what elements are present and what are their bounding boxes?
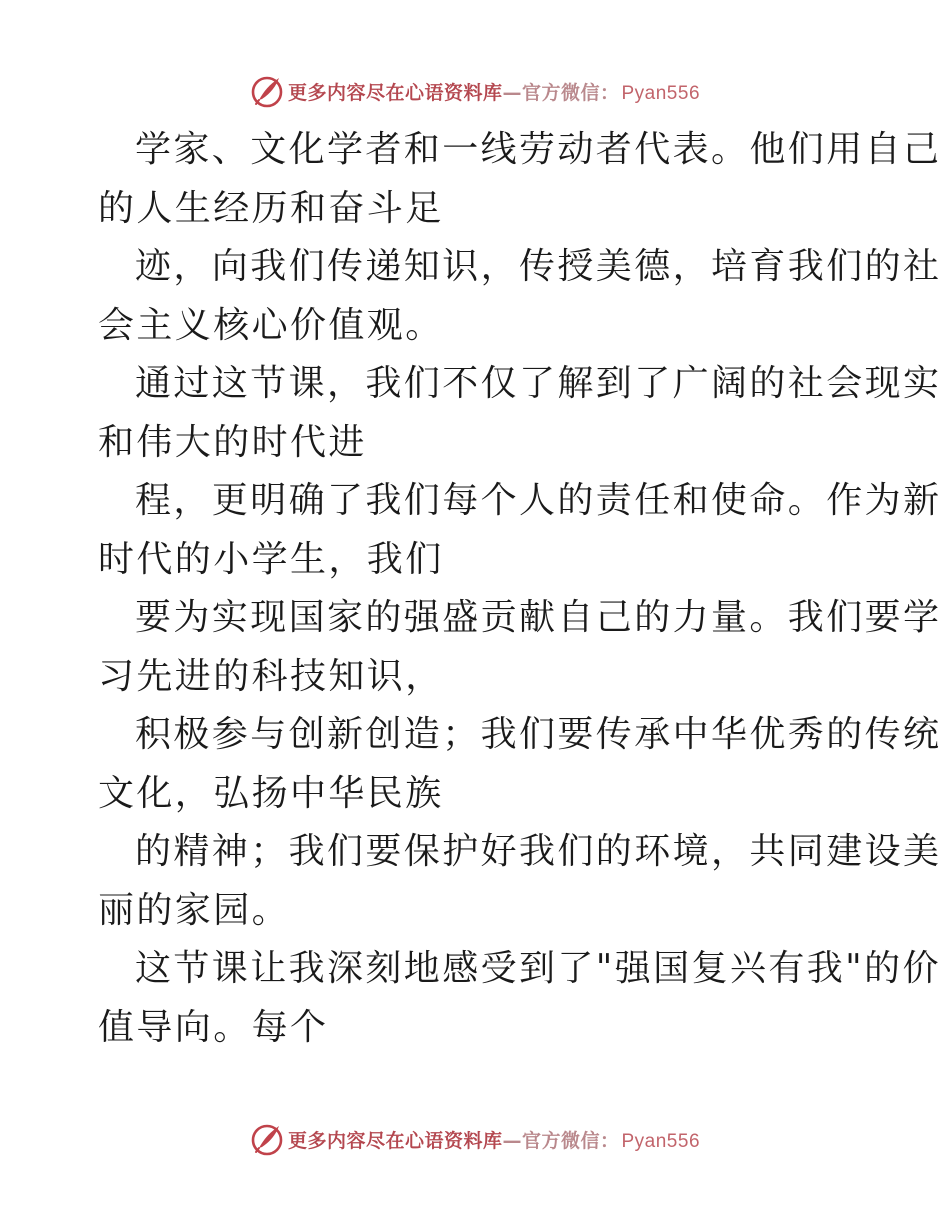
body-line: 要为实现国家的强盛贡献自己的力量。我们要学 [135,597,942,638]
site-name: 更多内容尽在心语资料库 [287,1129,503,1152]
site-name: 更多内容尽在心语资料库 [287,81,503,104]
footer-banner-text [288,1126,700,1153]
quill-pen-logo-icon [250,1122,284,1156]
body-line: 丽的家园。 [98,889,291,931]
body-line: 的人生经历和奋斗足 [98,187,444,229]
header-banner [0,71,950,111]
body-line: 习先进的科技知识， [98,655,444,697]
body-line: 程，更明确了我们每个人的责任和使命。作为新 [135,480,942,521]
body-line: 通过这节课，我们不仅了解到了广阔的社会现实 [135,363,942,404]
body-line: 学家、文化学者和一线劳动者代表。他们用自己 [135,129,942,170]
banner-separator: — [502,81,522,104]
body-line: 积极参与创新创造；我们要传承中华优秀的传统 [135,714,942,755]
body-line: 的精神；我们要保护好我们的环境，共同建设美 [135,831,942,872]
body-line: 时代的小学生，我们 [98,538,444,580]
header-banner-text [288,78,700,105]
wechat-id: Pyan556 [621,1130,701,1152]
wechat-id: Pyan556 [621,82,701,104]
banner-separator: — [502,1129,522,1152]
body-line: 和伟大的时代进 [98,421,367,463]
footer-banner [0,1119,950,1159]
body-line: 这节课让我深刻地感受到了"强国复兴有我"的价 [135,948,941,989]
quill-pen-logo-icon [250,74,284,108]
body-line: 会主义核心价值观。 [98,304,444,346]
body-text [98,121,942,1057]
wechat-label: 官方微信： [521,81,620,104]
body-line: 文化，弘扬中华民族 [98,772,444,814]
body-line: 迹，向我们传递知识，传授美德，培育我们的社 [135,246,942,287]
wechat-label: 官方微信： [521,1129,620,1152]
body-line: 值导向。每个 [98,1006,329,1048]
